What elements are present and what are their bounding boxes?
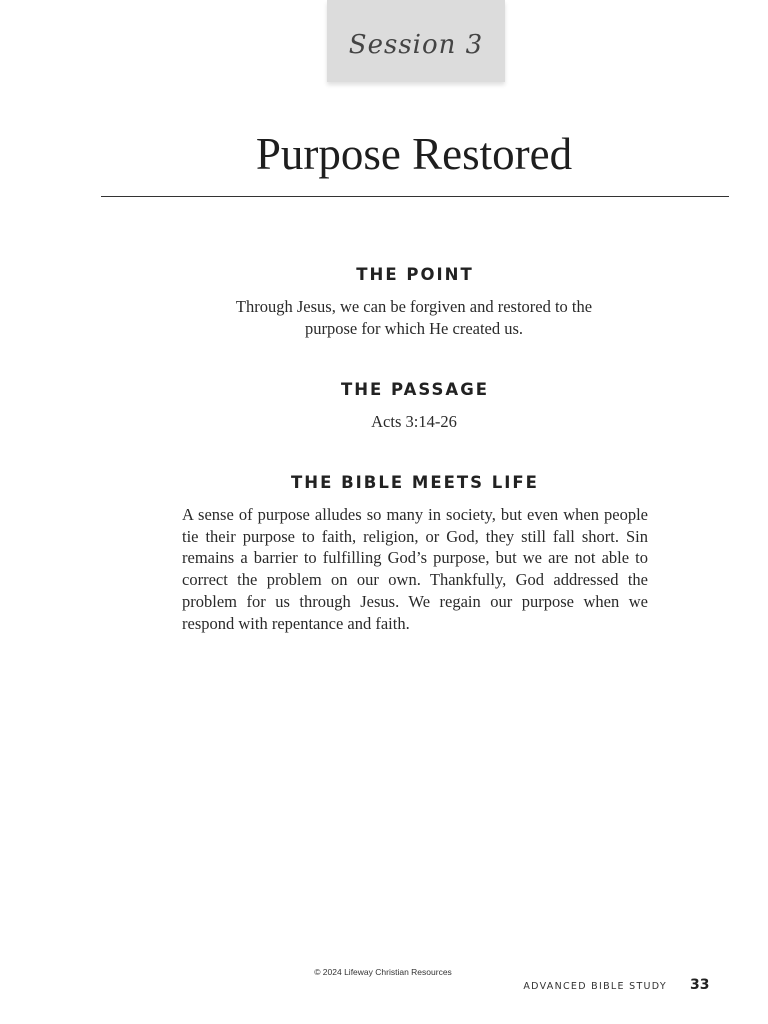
copyright-notice: © 2024 Lifeway Christian Resources <box>314 967 452 977</box>
the-passage-heading: THE PASSAGE <box>340 380 490 399</box>
the-point-heading: THE POINT <box>356 265 474 284</box>
page-number: 33 <box>690 977 710 993</box>
session-tab <box>327 0 505 82</box>
page-title: Purpose Restored <box>255 129 573 179</box>
bible-meets-life-heading: THE BIBLE MEETS LIFE <box>291 473 539 492</box>
bible-meets-life-text: A sense of purpose alludes so many in society, but even when people tie their purpose to faith, religion, or God, they still fall short. Sin remains a barrier to fulfilling God’s purpose, but we are not able to correct the problem on our own. Thankfully, God addressed the problem for us through Jesus. We regain our purpose when we respond with repentance and faith. <box>182 505 648 633</box>
session-label: Session 3 <box>348 30 484 60</box>
study-name: ADVANCED BIBLE STUDY <box>523 981 667 992</box>
title-divider <box>101 196 729 197</box>
the-passage-reference: Acts 3:14-26 <box>371 412 457 431</box>
the-point-text: Through Jesus, we can be forgiven and restored to the purpose for which He created us. <box>235 297 593 338</box>
